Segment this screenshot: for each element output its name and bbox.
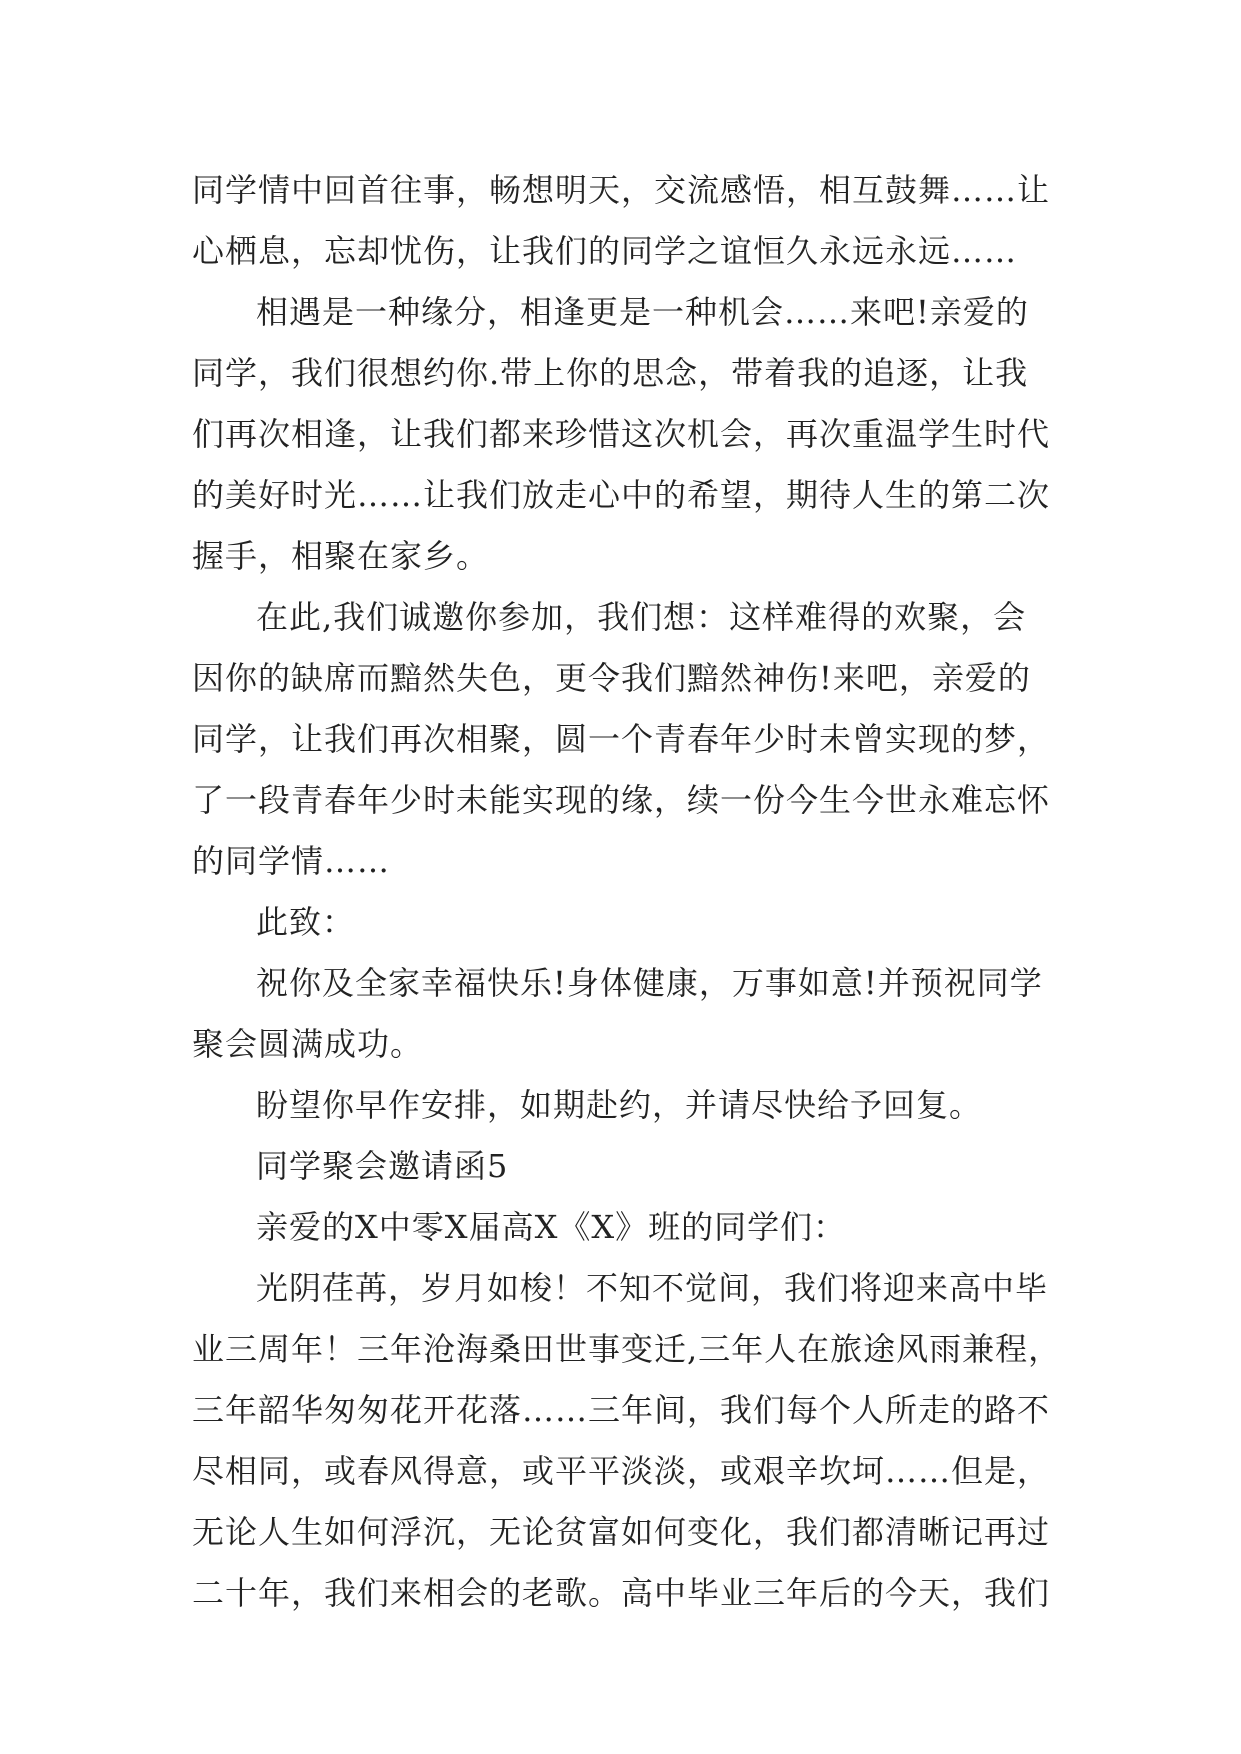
text-line: 了一段青春年少时未能实现的缘，续一份今生今世永难忘怀: [192, 781, 1051, 819]
greeting-line: 亲爱的X中零X届高X《X》班的同学们：: [256, 1208, 847, 1246]
text-line: 聚会圆满成功。: [192, 1025, 424, 1063]
text-line: 同学，我们很想约你.带上你的思念，带着我的追逐，让我: [192, 354, 1029, 392]
document-body: [192, 160, 1072, 1624]
text-line: 光阴荏苒，岁月如梭！不知不觉间，我们将迎来高中毕: [256, 1269, 1049, 1307]
text-line: 同学，让我们再次相聚，圆一个青春年少时未曾实现的梦，: [192, 720, 1051, 758]
text-line: 的同学情……: [192, 842, 391, 880]
text-line: 相遇是一种缘分，相逢更是一种机会……来吧!亲爱的: [256, 293, 1029, 331]
text-line: 尽相同，或春风得意，或平平淡淡，或艰辛坎坷……但是，: [192, 1452, 1051, 1490]
text-line: 们再次相逢，让我们都来珍惜这次机会，再次重温学生时代: [192, 415, 1051, 453]
text-line: 业三周年！三年沧海桑田世事变迁,三年人在旅途风雨兼程，: [192, 1330, 1062, 1368]
text-line: 三年韶华匆匆花开花落……三年间，我们每个人所走的路不: [192, 1391, 1051, 1429]
section-heading: 同学聚会邀请函5: [256, 1147, 509, 1185]
text-line: 同学情中回首往事，畅想明天，交流感悟，相互鼓舞……让: [192, 171, 1051, 209]
text-line: 心栖息，忘却忧伤，让我们的同学之谊恒久永远永远……: [192, 232, 1018, 270]
closing-salutation: 此致：: [256, 903, 356, 941]
text-line: 因你的缺席而黯然失色，更令我们黯然神伤!来吧，亲爱的: [192, 659, 1031, 697]
text-line: 握手，相聚在家乡。: [192, 537, 490, 575]
text-line: 在此,我们诚邀你参加，我们想：这样难得的欢聚，会: [256, 598, 1027, 636]
text-line: 无论人生如何浮沉，无论贫富如何变化，我们都清晰记再过: [192, 1513, 1051, 1551]
text-line: 盼望你早作安排，如期赴约，并请尽快给予回复。: [256, 1086, 983, 1124]
text-line: 的美好时光……让我们放走心中的希望，期待人生的第二次: [192, 476, 1051, 514]
text-line: 二十年，我们来相会的老歌。高中毕业三年后的今天，我们: [192, 1574, 1051, 1612]
text-line: 祝你及全家幸福快乐!身体健康，万事如意!并预祝同学: [256, 964, 1043, 1002]
